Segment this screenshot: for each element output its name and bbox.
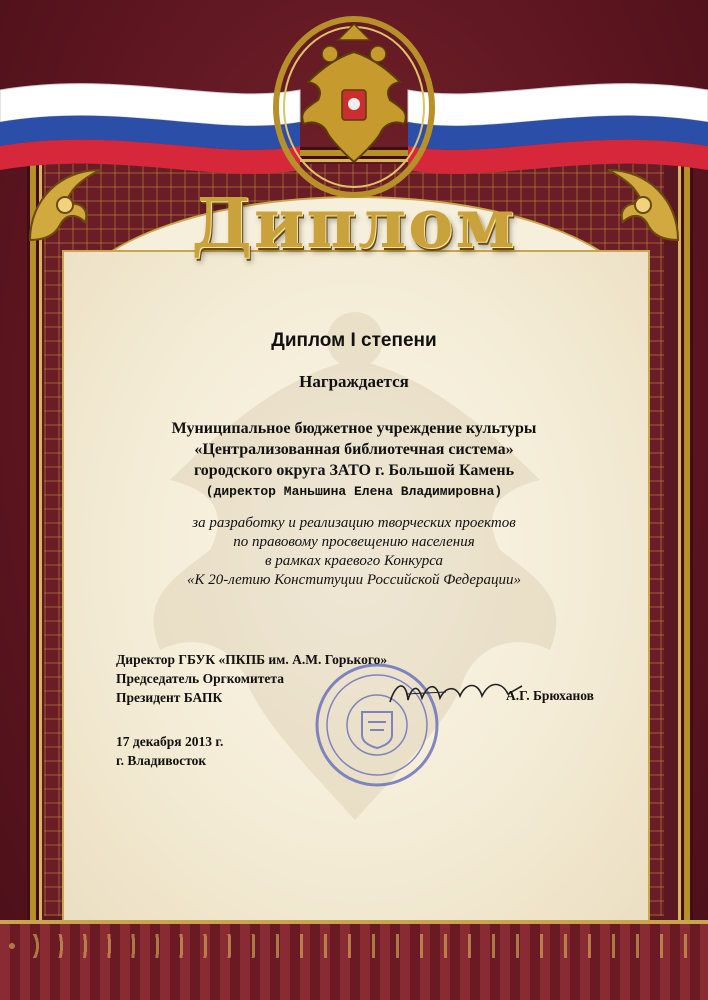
recipient-line: Муниципальное бюджетное учреждение культуры bbox=[171, 420, 537, 437]
reason-line: за разработку и реализацию творческих проектов bbox=[192, 515, 516, 531]
signatory-title: Президент БАПК bbox=[116, 690, 223, 705]
reason-line: «К 20-летию Конституции Российской Федерации» bbox=[187, 572, 521, 588]
recipient-line: городского округа ЗАТО г. Большой Камень bbox=[193, 462, 515, 479]
double-headed-eagle-icon bbox=[268, 12, 440, 202]
issue-place: г. Владивосток bbox=[116, 753, 207, 768]
recipient-line: «Централизованная библиотечная система» bbox=[194, 441, 514, 458]
reason-line: в рамках краевого Конкурса bbox=[264, 553, 444, 569]
reason-line: по правовому просвещению населения bbox=[233, 534, 475, 550]
awarded-heading: Награждается bbox=[299, 372, 409, 391]
diploma-degree: Диплом I степени bbox=[271, 330, 437, 351]
signatory-title: Директор ГБУК «ПКПБ им. А.М. Горького» bbox=[116, 652, 388, 667]
handwritten-signature bbox=[386, 672, 526, 712]
signatory-title: Председатель Оргкомитета bbox=[116, 671, 284, 686]
recipient-director: (директор Маньшина Елена Владимировна) bbox=[205, 484, 503, 499]
issue-date: 17 декабря 2013 г. bbox=[116, 734, 224, 749]
signatory-name: А.Г. Брюханов bbox=[506, 688, 594, 703]
award-reason bbox=[0, 514, 708, 590]
date-place-block bbox=[116, 732, 223, 770]
diploma-title: Диплом bbox=[191, 184, 517, 264]
bottom-ornament-strip bbox=[0, 920, 708, 1000]
recipient-block bbox=[0, 418, 708, 502]
